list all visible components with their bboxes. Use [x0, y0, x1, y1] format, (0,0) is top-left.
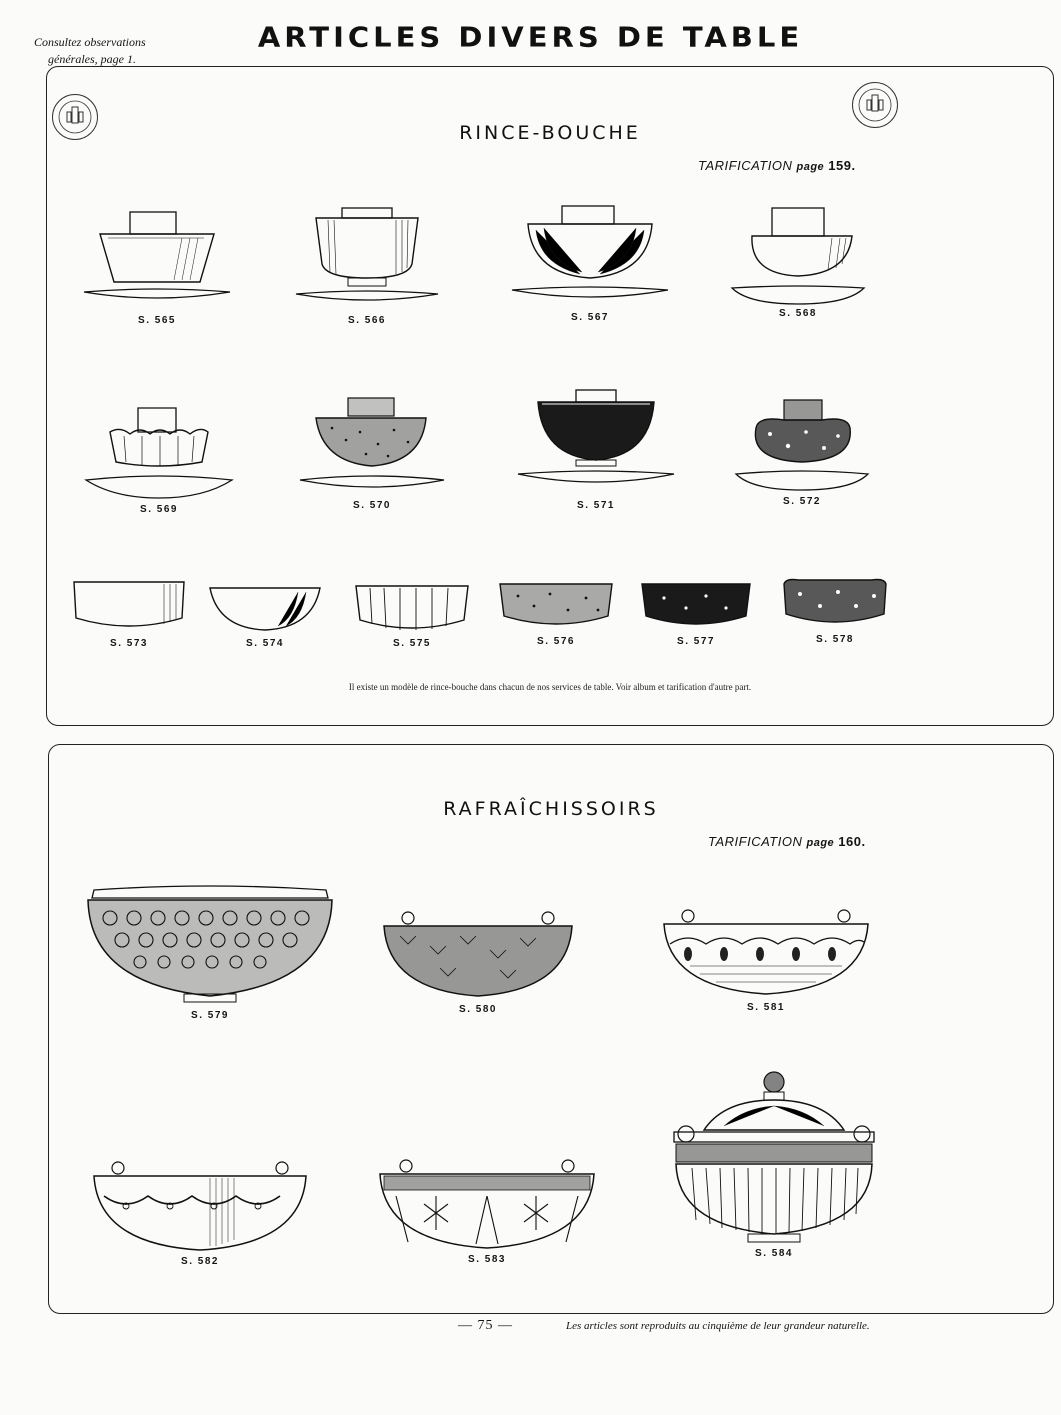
item-code: S. 574 [246, 638, 284, 649]
item-code: S. 573 [110, 638, 148, 649]
item-code: S. 569 [140, 504, 178, 515]
catalog-item [380, 906, 576, 1015]
rince-bouche-illustration [510, 204, 670, 310]
item-code: S. 579 [191, 1010, 229, 1021]
tarif-page-word: page [796, 161, 825, 173]
item-code: S. 568 [779, 308, 817, 319]
tarification-ref [708, 834, 866, 849]
footer-note: Les articles sont reproduits au cinquième de leur grandeur naturelle. [566, 1320, 870, 1332]
bowl-illustration [640, 580, 752, 634]
item-code: S. 571 [577, 500, 615, 511]
page-title: ARTICLES DIVERS DE TABLE [257, 20, 804, 54]
side-note-line1: Consultez observations [34, 35, 146, 49]
item-code: S. 582 [181, 1256, 219, 1267]
section-title: RINCE-BOUCHE [459, 122, 641, 144]
item-code: S. 570 [353, 500, 391, 511]
tarification-ref [698, 158, 856, 173]
item-code: S. 583 [468, 1254, 506, 1265]
catalog-item [72, 578, 186, 649]
tarif-page-number: 159. [828, 158, 856, 173]
cooler-illustration [376, 1156, 598, 1252]
cooler-illustration [380, 906, 576, 1002]
tarif-page-number: 160. [838, 834, 866, 849]
catalog-item [640, 580, 752, 647]
item-code: S. 565 [138, 315, 176, 326]
item-code: S. 575 [393, 638, 431, 649]
side-note-line2: générales, page 1. [48, 52, 136, 66]
item-code: S. 572 [783, 496, 821, 507]
rince-bouche-illustration [296, 396, 448, 498]
catalog-item [728, 204, 868, 319]
catalog-item [84, 402, 234, 515]
rince-bouche-illustration [516, 386, 676, 498]
item-code: S. 577 [677, 636, 715, 647]
catalog-item [354, 582, 470, 649]
rince-bouche-illustration [84, 402, 234, 502]
bowl-illustration [208, 584, 322, 636]
section-title: RAFRAÎCHISSOIRS [443, 798, 659, 820]
catalog-item [778, 576, 892, 645]
item-code: S. 578 [816, 634, 854, 645]
catalog-item [296, 396, 448, 511]
item-code: S. 566 [348, 315, 386, 326]
cooler-illustration [84, 884, 336, 1008]
catalog-item [664, 1070, 884, 1259]
rince-bouche-illustration [728, 204, 868, 306]
catalog-item [208, 584, 322, 649]
cooler-illustration [660, 904, 872, 1000]
rince-bouche-illustration [292, 206, 442, 313]
tarif-page-word: page [806, 837, 835, 849]
bowl-illustration [354, 582, 470, 636]
rince-bouche-illustration [734, 394, 870, 494]
catalog-item [90, 1158, 310, 1267]
catalog-item [498, 580, 614, 647]
catalog-item [84, 884, 336, 1021]
cooler-illustration [90, 1158, 310, 1254]
bowl-illustration [498, 580, 614, 634]
catalog-item [82, 208, 232, 326]
bowl-illustration [778, 576, 892, 632]
tarif-label: TARIFICATION [708, 834, 803, 849]
tarif-label: TARIFICATION [698, 158, 793, 173]
catalog-item [734, 394, 870, 507]
item-code: S. 584 [755, 1248, 793, 1259]
item-code: S. 567 [571, 312, 609, 323]
catalog-item [292, 206, 442, 326]
bowl-illustration [72, 578, 186, 636]
catalog-item [510, 204, 670, 323]
section-note: Il existe un modèle de rince-bouche dans chacun de nos services de table. Voir album et tarification d'autre part. [348, 682, 752, 692]
catalog-item [376, 1156, 598, 1265]
item-code: S. 581 [747, 1002, 785, 1013]
catalog-item [516, 386, 676, 511]
catalog-item [660, 904, 872, 1013]
cooler-illustration [664, 1070, 884, 1246]
item-code: S. 576 [537, 636, 575, 647]
page-number: — 75 — [458, 1318, 513, 1333]
rince-bouche-illustration [82, 208, 232, 313]
item-code: S. 580 [459, 1004, 497, 1015]
